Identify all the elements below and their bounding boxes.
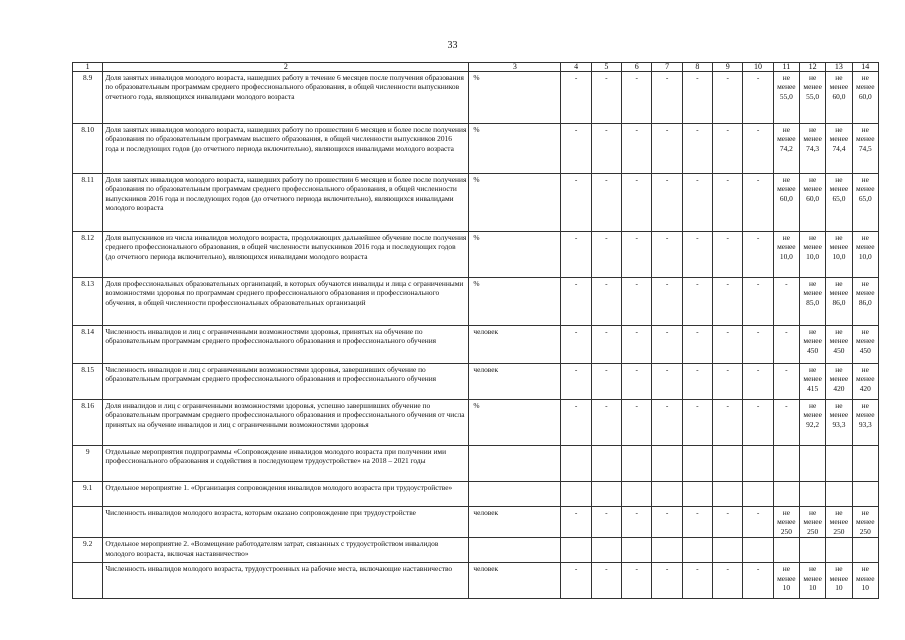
table-row <box>73 400 879 446</box>
unit-cell: % <box>469 400 561 446</box>
target-value-cell: не менее 86,0 <box>826 278 852 326</box>
year-value-cell: - <box>622 174 652 232</box>
year-value-cell: - <box>591 72 621 124</box>
year-value-cell: - <box>622 326 652 364</box>
target-value-cell: не менее 10,0 <box>826 232 852 278</box>
year-value-cell: - <box>591 400 621 446</box>
year-value-cell <box>622 446 652 482</box>
table-row <box>73 507 879 538</box>
table-row <box>73 364 879 400</box>
year-value-cell <box>561 446 591 482</box>
year-value-cell: - <box>743 507 773 538</box>
table-row <box>73 326 879 364</box>
target-value-cell: не менее 60,0 <box>800 174 826 232</box>
indicator-name-cell: Численность инвалидов и лиц с ограниченными возможностями здоровья, завершивших обучение по образовательным программам среднего профессионального образования и профессионального обучения <box>103 364 469 400</box>
target-value-cell: не менее 86,0 <box>852 278 878 326</box>
year-value-cell <box>682 446 712 482</box>
year-value-cell <box>743 538 773 563</box>
year-value-cell: - <box>713 232 743 278</box>
year-value-cell: - <box>622 364 652 400</box>
target-value-cell: не менее 74,4 <box>826 124 852 174</box>
column-header-cell: 14 <box>852 63 878 72</box>
target-value-cell <box>826 538 852 563</box>
row-number-cell: 8.13 <box>73 278 103 326</box>
indicator-name-cell: Доля занятых инвалидов молодого возраста, нашедших работу в течение 6 месяцев после получения образования по образовательным программам среднего профессионального образования, в общей численности выпускников отчетного года, являющихся инвалидами молодого возраста <box>103 72 469 124</box>
target-value-cell: не менее 450 <box>800 326 826 364</box>
target-value-cell: не менее 10 <box>800 563 826 599</box>
target-value-cell: - <box>773 278 799 326</box>
table-row <box>73 563 879 599</box>
indicator-name-cell: Доля профессиональных образовательных организаций, в которых обучаются инвалиды и лица с ограниченными возможностями здоровья по программам среднего профессионального образования и профессионального обучения, в общей численности профессиональных образовательных организаций <box>103 278 469 326</box>
year-value-cell: - <box>682 278 712 326</box>
year-value-cell: - <box>591 174 621 232</box>
indicator-name-cell: Доля занятых инвалидов молодого возраста, нашедших работу по прошествии 6 месяцев и более после получения образования по образовательным программам среднего профессионального образования, в общей численности выпускников 2016 года и последующих годов (до отчетного периода включительно), являющихся инвалидами молодого возраста <box>103 174 469 232</box>
unit-cell: % <box>469 174 561 232</box>
column-header-cell: 2 <box>103 63 469 72</box>
year-value-cell: - <box>682 400 712 446</box>
indicator-name-cell: Численность инвалидов и лиц с ограниченными возможностями здоровья, принятых на обучение по образовательным программам среднего профессионального образования и профессионального обучения <box>103 326 469 364</box>
year-value-cell: - <box>561 72 591 124</box>
table-row <box>73 538 879 563</box>
year-value-cell <box>713 446 743 482</box>
table-row <box>73 278 879 326</box>
year-value-cell: - <box>743 400 773 446</box>
target-value-cell: не менее 93,3 <box>826 400 852 446</box>
indicator-name-cell: Доля инвалидов и лиц с ограниченными возможностями здоровья, успешно завершивших обучение по образовательным программам среднего профессионального образования и профессионального обучения от числа принятых на обучение инвалидов и лиц с ограниченными возможностями здоровья <box>103 400 469 446</box>
unit-cell <box>469 446 561 482</box>
indicator-name-cell: Доля выпускников из числа инвалидов молодого возраста, продолжающих дальнейшее обучение после получения среднего профессионального образования, в общей численности выпускников 2016 года и последующих годов (до отчетного периода включительно), являющихся инвалидами молодого возраста <box>103 232 469 278</box>
target-value-cell <box>800 446 826 482</box>
indicator-name-cell: Отдельное мероприятие 1. «Организация сопровождения инвалидов молодого возраста при трудоустройстве» <box>103 482 469 507</box>
year-value-cell: - <box>591 563 621 599</box>
column-header-cell: 5 <box>591 63 621 72</box>
target-value-cell: - <box>773 326 799 364</box>
year-value-cell: - <box>561 232 591 278</box>
target-value-cell <box>800 538 826 563</box>
year-value-cell: - <box>591 326 621 364</box>
indicator-name-cell: Отдельное мероприятие 2. «Возмещение работодателям затрат, связанных с трудоустройством инвалидов молодого возраста, включая наставничество» <box>103 538 469 563</box>
unit-cell: % <box>469 232 561 278</box>
target-value-cell: не менее 415 <box>800 364 826 400</box>
target-value-cell: не менее 55,0 <box>800 72 826 124</box>
indicator-name-cell: Численность инвалидов молодого возраста, которым оказано сопровождение при трудоустройстве <box>103 507 469 538</box>
year-value-cell: - <box>652 507 682 538</box>
target-value-cell: не менее 250 <box>852 507 878 538</box>
table-row <box>73 482 879 507</box>
year-value-cell: - <box>561 507 591 538</box>
target-value-cell: не менее 85,0 <box>800 278 826 326</box>
year-value-cell: - <box>622 278 652 326</box>
column-header-cell: 10 <box>743 63 773 72</box>
column-number-header <box>73 63 879 72</box>
row-number-cell: 8.15 <box>73 364 103 400</box>
year-value-cell: - <box>682 563 712 599</box>
target-value-cell: не менее 60,0 <box>852 72 878 124</box>
year-value-cell: - <box>652 563 682 599</box>
year-value-cell <box>652 538 682 563</box>
column-header-cell: 4 <box>561 63 591 72</box>
year-value-cell: - <box>652 174 682 232</box>
year-value-cell: - <box>561 400 591 446</box>
row-number-cell: 8.12 <box>73 232 103 278</box>
table-row <box>73 174 879 232</box>
year-value-cell: - <box>743 174 773 232</box>
year-value-cell: - <box>713 124 743 174</box>
year-value-cell: - <box>682 232 712 278</box>
target-value-cell <box>773 446 799 482</box>
year-value-cell: - <box>743 364 773 400</box>
target-value-cell: не менее 93,3 <box>852 400 878 446</box>
target-value-cell <box>826 446 852 482</box>
year-value-cell <box>591 446 621 482</box>
indicator-name-cell: Доля занятых инвалидов молодого возраста, нашедших работу по прошествии 6 месяцев и более после получения образования по образовательным программам высшего образования, в общей численности выпускников 2016 года и последующих годов (до отчетного периода включительно), являющихся инвалидами молодого возраста <box>103 124 469 174</box>
year-value-cell: - <box>743 72 773 124</box>
column-header-cell: 3 <box>469 63 561 72</box>
year-value-cell: - <box>561 364 591 400</box>
year-value-cell: - <box>591 232 621 278</box>
column-header-cell: 8 <box>682 63 712 72</box>
table-row <box>73 124 879 174</box>
row-number-cell: 9.2 <box>73 538 103 563</box>
unit-cell: человек <box>469 563 561 599</box>
target-value-cell <box>800 482 826 507</box>
unit-cell: % <box>469 72 561 124</box>
target-value-cell <box>852 446 878 482</box>
unit-cell: % <box>469 124 561 174</box>
year-value-cell: - <box>561 174 591 232</box>
year-value-cell: - <box>652 72 682 124</box>
unit-cell <box>469 482 561 507</box>
column-header-cell: 7 <box>652 63 682 72</box>
year-value-cell: - <box>652 364 682 400</box>
target-value-cell: не менее 450 <box>852 326 878 364</box>
unit-cell: % <box>469 278 561 326</box>
row-number-cell: 8.10 <box>73 124 103 174</box>
target-value-cell: не менее 420 <box>826 364 852 400</box>
year-value-cell <box>622 538 652 563</box>
target-value-cell <box>826 482 852 507</box>
year-value-cell: - <box>591 364 621 400</box>
year-value-cell: - <box>622 563 652 599</box>
column-header-cell: 11 <box>773 63 799 72</box>
year-value-cell: - <box>591 507 621 538</box>
year-value-cell: - <box>622 124 652 174</box>
year-value-cell: - <box>713 326 743 364</box>
target-value-cell: не менее 10,0 <box>852 232 878 278</box>
year-value-cell <box>561 482 591 507</box>
table-row <box>73 72 879 124</box>
year-value-cell: - <box>652 400 682 446</box>
column-header-cell: 6 <box>622 63 652 72</box>
year-value-cell <box>591 538 621 563</box>
year-value-cell: - <box>713 278 743 326</box>
row-number-cell <box>73 563 103 599</box>
year-value-cell: - <box>591 124 621 174</box>
page-number: 33 <box>447 40 458 51</box>
year-value-cell: - <box>591 278 621 326</box>
year-value-cell: - <box>743 563 773 599</box>
target-value-cell: не менее 60,0 <box>826 72 852 124</box>
target-value-cell: не менее 420 <box>852 364 878 400</box>
column-header-cell: 13 <box>826 63 852 72</box>
year-value-cell: - <box>743 232 773 278</box>
year-value-cell: - <box>682 507 712 538</box>
year-value-cell <box>622 482 652 507</box>
year-value-cell: - <box>713 563 743 599</box>
target-value-cell: не менее 10 <box>773 563 799 599</box>
target-value-cell <box>773 538 799 563</box>
year-value-cell: - <box>652 278 682 326</box>
year-value-cell: - <box>652 326 682 364</box>
indicator-name-cell: Отдельные мероприятия подпрограммы «Сопровождение инвалидов молодого возраста при получении ими профессионального образования и содействия в последующем трудоустройстве» на 2018 – 2021 годы <box>103 446 469 482</box>
column-header-cell: 9 <box>713 63 743 72</box>
year-value-cell: - <box>713 507 743 538</box>
table-row <box>73 446 879 482</box>
year-value-cell <box>743 446 773 482</box>
year-value-cell: - <box>682 72 712 124</box>
row-number-cell: 8.14 <box>73 326 103 364</box>
year-value-cell: - <box>622 232 652 278</box>
year-value-cell: - <box>561 278 591 326</box>
unit-cell: человек <box>469 364 561 400</box>
year-value-cell <box>682 482 712 507</box>
year-value-cell: - <box>652 232 682 278</box>
target-value-cell: - <box>773 364 799 400</box>
target-value-cell: не менее 65,0 <box>826 174 852 232</box>
year-value-cell: - <box>713 72 743 124</box>
target-value-cell: не менее 55,0 <box>773 72 799 124</box>
unit-cell <box>469 538 561 563</box>
indicators-table <box>72 62 879 599</box>
table-row <box>73 232 879 278</box>
year-value-cell: - <box>682 326 712 364</box>
year-value-cell: - <box>682 124 712 174</box>
row-number-cell: 8.9 <box>73 72 103 124</box>
year-value-cell: - <box>713 400 743 446</box>
year-value-cell <box>652 446 682 482</box>
target-value-cell: не менее 92,2 <box>800 400 826 446</box>
target-value-cell: не менее 10,0 <box>800 232 826 278</box>
year-value-cell <box>682 538 712 563</box>
year-value-cell: - <box>743 124 773 174</box>
unit-cell: человек <box>469 507 561 538</box>
row-number-cell: 9 <box>73 446 103 482</box>
year-value-cell <box>743 482 773 507</box>
column-header-cell: 12 <box>800 63 826 72</box>
row-number-cell: 8.11 <box>73 174 103 232</box>
year-value-cell <box>652 482 682 507</box>
target-value-cell: не менее 74,2 <box>773 124 799 174</box>
target-value-cell <box>852 538 878 563</box>
year-value-cell <box>561 538 591 563</box>
year-value-cell <box>591 482 621 507</box>
year-value-cell: - <box>682 364 712 400</box>
column-header-cell: 1 <box>73 63 103 72</box>
indicator-name-cell: Численность инвалидов молодого возраста, трудоустроенных на рабочие места, включающие наставничество <box>103 563 469 599</box>
year-value-cell <box>713 538 743 563</box>
target-value-cell: не менее 250 <box>826 507 852 538</box>
year-value-cell: - <box>561 124 591 174</box>
year-value-cell: - <box>622 507 652 538</box>
row-number-cell: 8.16 <box>73 400 103 446</box>
year-value-cell: - <box>713 364 743 400</box>
target-value-cell: не менее 450 <box>826 326 852 364</box>
target-value-cell: не менее 74,3 <box>800 124 826 174</box>
year-value-cell: - <box>682 174 712 232</box>
target-value-cell: не менее 10 <box>826 563 852 599</box>
year-value-cell: - <box>743 326 773 364</box>
year-value-cell: - <box>622 400 652 446</box>
target-value-cell: не менее 250 <box>800 507 826 538</box>
target-value-cell: не менее 74,5 <box>852 124 878 174</box>
target-value-cell: не менее 10 <box>852 563 878 599</box>
target-value-cell: не менее 65,0 <box>852 174 878 232</box>
target-value-cell <box>852 482 878 507</box>
year-value-cell: - <box>713 174 743 232</box>
target-value-cell: - <box>773 400 799 446</box>
target-value-cell: не менее 250 <box>773 507 799 538</box>
year-value-cell: - <box>652 124 682 174</box>
target-value-cell <box>773 482 799 507</box>
year-value-cell: - <box>622 72 652 124</box>
row-number-cell <box>73 507 103 538</box>
unit-cell: человек <box>469 326 561 364</box>
target-value-cell: не менее 10,0 <box>773 232 799 278</box>
year-value-cell: - <box>743 278 773 326</box>
year-value-cell: - <box>561 326 591 364</box>
year-value-cell: - <box>561 563 591 599</box>
target-value-cell: не менее 60,0 <box>773 174 799 232</box>
row-number-cell: 9.1 <box>73 482 103 507</box>
year-value-cell <box>713 482 743 507</box>
